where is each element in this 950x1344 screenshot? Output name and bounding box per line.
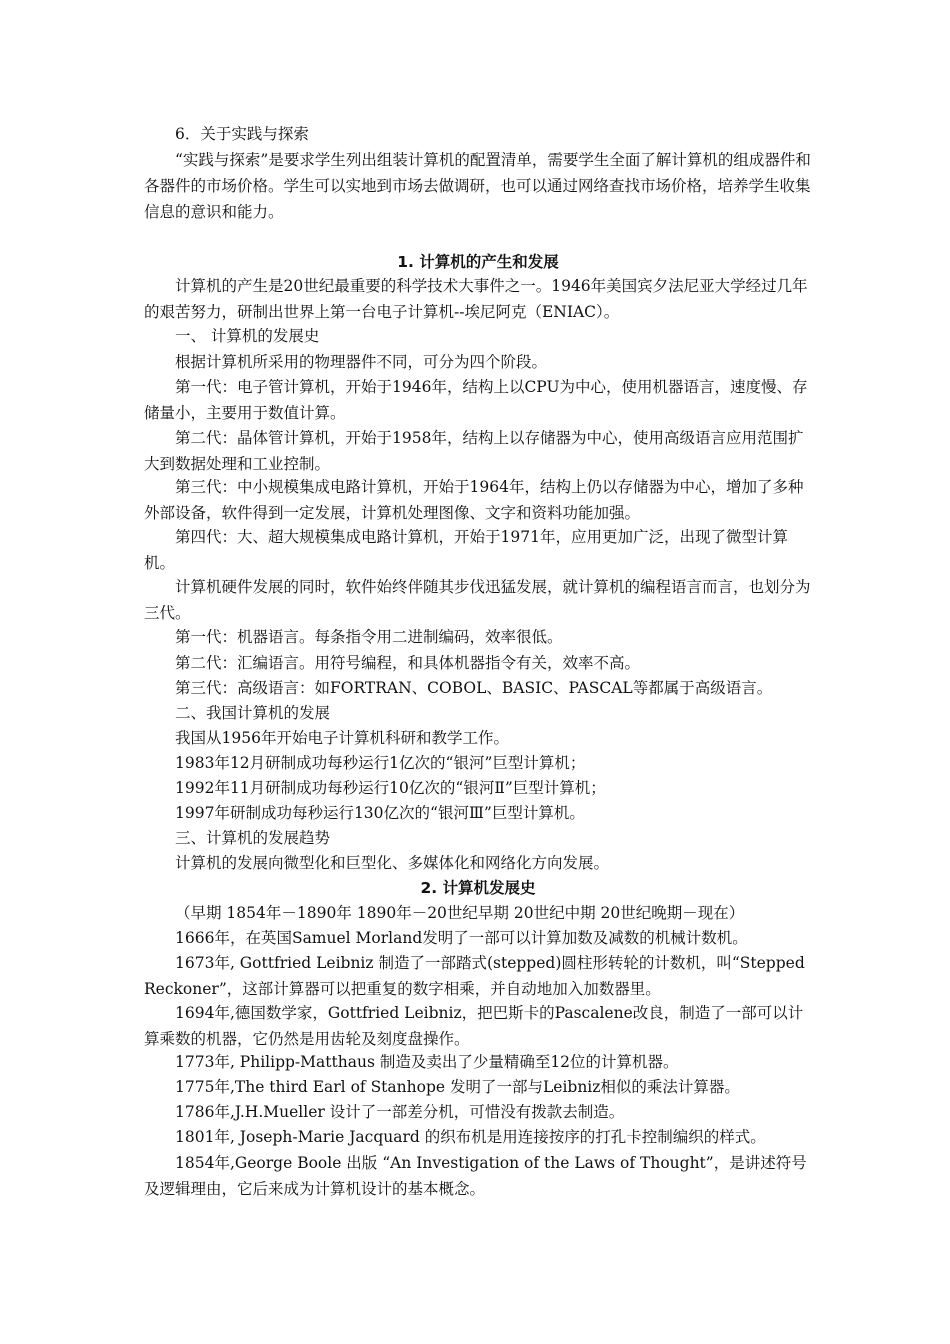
- paragraph: 第三代：高级语言：如FORTRAN、COBOL、BASIC、PASCAL等都属于高级语言。: [175, 679, 773, 697]
- paragraph: 第二代：汇编语言。用符号编程，和具体机器指令有关，效率不高。: [175, 654, 641, 672]
- paragraph: 我国从1956年开始电子计算机科研和教学工作。: [175, 729, 509, 747]
- paragraph: 第二代：晶体管计算机，开始于1958年，结构上以存储器为中心，使用高级语言应用范围扩大到数据处理和工业控制。: [144, 429, 804, 473]
- paragraph: 计算机硬件发展的同时，软件始终伴随其步伐迅猛发展，就计算机的编程语言而言，也划分为三代。: [144, 578, 811, 622]
- paragraph: 1773年, Philipp-Matthaus 制造及卖出了少量精确至12位的计算机器。: [175, 1053, 679, 1071]
- paragraph: 第一代：电子管计算机，开始于1946年，结构上以CPU为中心，使用机器语言，速度慢、存储量小，主要用于数值计算。: [144, 378, 808, 422]
- paragraph: 1997年研制成功每秒运行130亿次的“银河Ⅲ”巨型计算机。: [175, 804, 585, 822]
- paragraph: 计算机的发展向微型化和巨型化、多媒体化和网络化方向发展。: [175, 854, 610, 872]
- paragraph: （早期 1854年－1890年 1890年－20世纪早期 20世纪中期 20世纪晚期－现在）: [175, 904, 745, 922]
- paragraph: 第三代：中小规模集成电路计算机，开始于1964年，结构上仍以存储器为中心，增加了多种外部设备，软件得到一定发展，计算机处理图像、文字和资料功能加强。: [144, 478, 804, 522]
- paragraph: “实践与探索”是要求学生列出组装计算机的配置清单，需要学生全面了解计算机的组成器件和各器件的市场价格。学生可以实地到市场去做调研，也可以通过网络查找市场价格，培养学生收集信息的意识和能力。: [144, 151, 811, 221]
- paragraph: 1992年11月研制成功每秒运行10亿次的“银河Ⅱ”巨型计算机；: [175, 779, 606, 797]
- paragraph: 1801年, Joseph-Marie Jacquard 的织布机是用连接按序的打孔卡控制编织的样式。: [175, 1128, 766, 1146]
- paragraph: 1854年,George Boole 出版 “An Investigation of the Laws of Thought”，是讲述符号及逻辑理由，它后来成为计算机设计的基本概念。: [144, 1154, 807, 1198]
- paragraph: 第一代：机器语言。每条指令用二进制编码，效率很低。: [175, 628, 563, 646]
- paragraph: 1786年,J.H.Mueller 设计了一部差分机，可惜没有拨款去制造。: [175, 1103, 625, 1121]
- paragraph: 三、计算机的发展趋势: [175, 829, 331, 847]
- paragraph: 1694年,德国数学家，Gottfried Leibniz，把巴斯卡的Pascalene改良，制造了一部可以计算乘数的机器，它仍然是用齿轮及刻度盘操作。: [144, 1004, 804, 1048]
- paragraph: 二、我国计算机的发展: [175, 704, 331, 722]
- section-heading: 2. 计算机发展史: [420, 879, 536, 897]
- paragraph: 1775年,The third Earl of Stanhope 发明了一部与Leibniz相似的乘法计算器。: [175, 1078, 740, 1096]
- section-heading: 1. 计算机的产生和发展: [397, 253, 559, 271]
- paragraph: 1983年12月研制成功每秒运行1亿次的“银河”巨型计算机；: [175, 754, 586, 772]
- paragraph: 第四代：大、超大规模集成电路计算机，开始于1971年，应用更加广泛，出现了微型计算机。: [144, 528, 788, 572]
- paragraph: 1666年，在英国Samuel Morland发明了一部可以计算加数及减数的机械计数机。: [175, 929, 748, 947]
- paragraph: 6．关于实践与探索: [175, 125, 309, 143]
- paragraph: 一、 计算机的发展史: [175, 327, 320, 345]
- paragraph: 1673年, Gottfried Leibniz 制造了一部踏式(stepped)圆柱形转轮的计数机，叫“Stepped Reckoner”，这部计算器可以把重复的数字相乘，并自动地加入加数器里。: [144, 954, 805, 998]
- paragraph: 根据计算机所采用的物理器件不同，可分为四个阶段。: [175, 353, 548, 371]
- paragraph: 计算机的产生是20世纪最重要的科学技术大事件之一。1946年美国宾夕法尼亚大学经过几年的艰苦努力，研制出世界上第一台电子计算机--埃尼阿克（ENIAC）。: [144, 277, 808, 321]
